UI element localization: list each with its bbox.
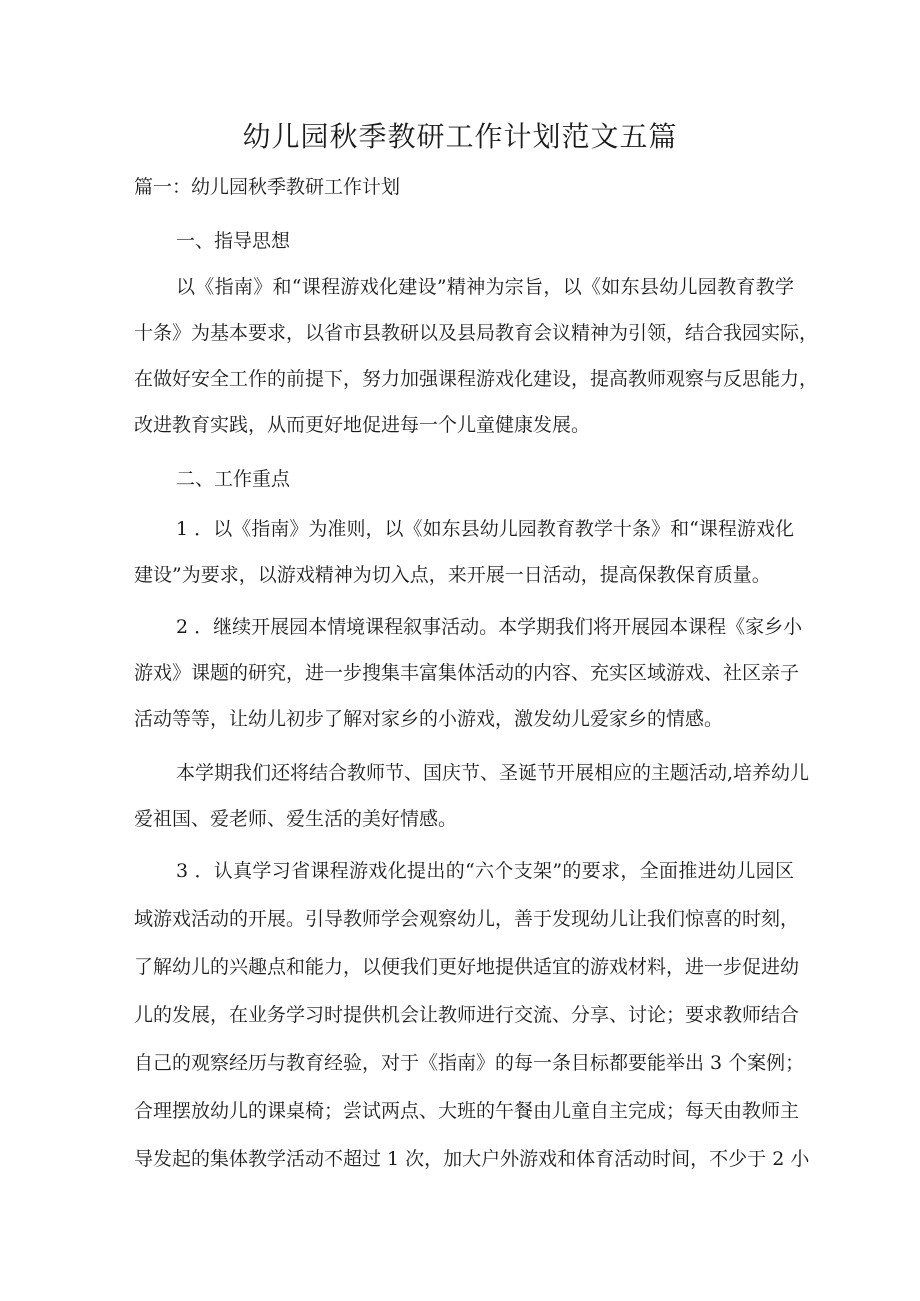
paragraph-line: 在做好安全工作的前提下，努力加强课程游戏化建设，提高教师观察与反思能力， xyxy=(134,368,819,390)
paragraph-line: 改进教育实践，从而更好地促进每一个儿童健康发展。 xyxy=(134,414,591,436)
section-title: 篇一：幼儿园秋季教研工作计划 xyxy=(134,176,401,198)
paragraph-line: 了解幼儿的兴趣点和能力，以便我们更好地提供适宜的游戏材料，进一步促进幼 xyxy=(134,956,800,978)
paragraph-line: 建设”为要求，以游戏精神为切入点，来开展一日活动，提高保教保育质量。 xyxy=(134,564,771,586)
paragraph-line: 自己的观察经历与教育经验，对于《指南》的每一条目标都要能举出 3 个案例； xyxy=(134,1052,805,1074)
heading-work-focus: 二、工作重点 xyxy=(176,468,291,490)
paragraph-line: 活动等等，让幼儿初步了解对家乡的小游戏，激发幼儿爱家乡的情感。 xyxy=(134,708,724,730)
document-title: 幼儿园秋季教研工作计划范文五篇 xyxy=(242,120,678,153)
paragraph-line: 1 ．以《指南》为准则，以《如东县幼儿园教育教学十条》和“课程游戏化 xyxy=(176,518,794,540)
paragraph-line: 导发起的集体教学活动不超过 1 次，加大户外游戏和体育活动时间，不少于 2 小 xyxy=(134,1148,810,1170)
paragraph-line: 合理摆放幼儿的课桌椅；尝试两点、大班的午餐由儿童自主完成；每天由教师主 xyxy=(134,1100,800,1122)
paragraph-line: 爱祖国、爱老师、爱生活的美好情感。 xyxy=(134,808,458,830)
paragraph-line: 3 ．认真学习省课程游戏化提出的“六个支架”的要求，全面推进幼儿园区 xyxy=(176,860,794,882)
paragraph-line: 十条》为基本要求，以省市县教研以及县局教育会议精神为引领，结合我园实际， xyxy=(134,322,819,344)
paragraph-line: 本学期我们还将结合教师节、国庆节、圣诞节开展相应的主题活动,培养幼儿 xyxy=(176,762,810,784)
paragraph-line: 2 ．继续开展园本情境课程叙事活动。本学期我们将开展园本课程《家乡小 xyxy=(176,616,803,638)
paragraph-line: 儿的发展，在业务学习时提供机会让教师进行交流、分享、讨论；要求教师结合 xyxy=(134,1004,800,1026)
heading-guiding-ideology: 一、指导思想 xyxy=(176,230,291,252)
paragraph-line: 域游戏活动的开展。引导教师学会观察幼儿，善于发现幼儿让我们惊喜的时刻， xyxy=(134,908,800,930)
paragraph-line: 游戏》课题的研究，进一步搜集丰富集体活动的内容、充实区域游戏、社区亲子 xyxy=(134,662,800,684)
paragraph-line: 以《指南》和“课程游戏化建设”精神为宗旨，以《如东县幼儿园教育教学 xyxy=(176,276,794,298)
